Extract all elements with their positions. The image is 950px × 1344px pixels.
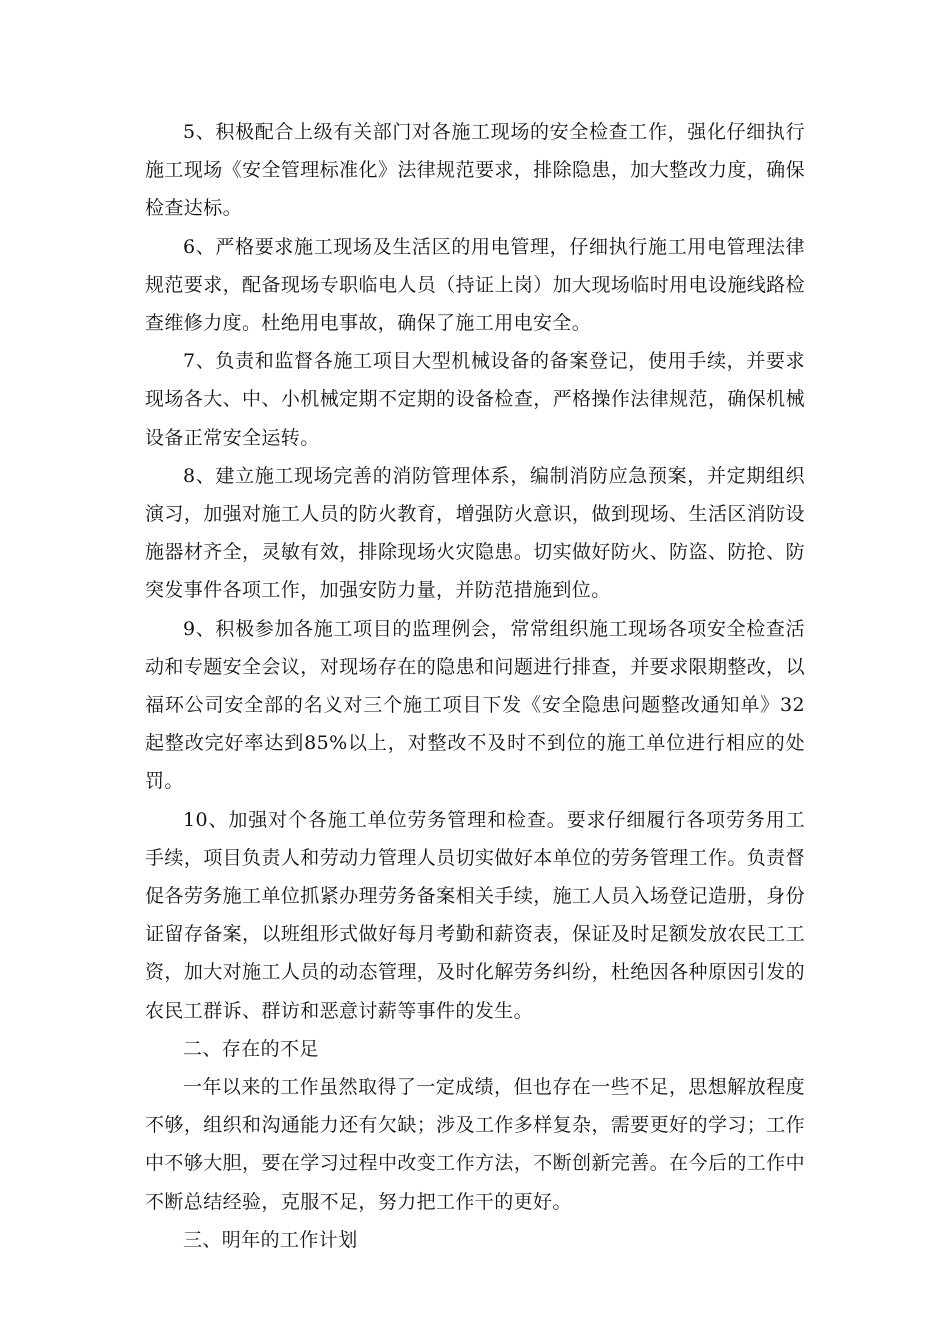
paragraph-item-7: 7、负责和监督各施工项目大型机械设备的备案登记，使用手续，并要求现场各大、中、小机械定期不定期的设备检查，严格操作法律规范，确保机械设备正常安全运转。 [145, 350, 805, 449]
paragraph-item-8: 8、建立施工现场完善的消防管理体系，编制消防应急预案，并定期组织演习，加强对施工人员的防火教育，增强防火意识，做到现场、生活区消防设施器材齐全，灵敏有效，排除现场火灾隐患。切实做好防火、防盗、防抢、防突发事件各项工作，加强安防力量，并防范措施到位。 [145, 464, 805, 602]
paragraph-item-10: 10、加强对个各施工单位劳务管理和检查。要求仔细履行各项劳务用工手续，项目负责人和劳动力管理人员切实做好本单位的劳务管理工作。负责督促各劳务施工单位抓紧办理劳务备案相关手续，施工人员入场登记造册，身份证留存备案，以班组形式做好每月考勤和薪资表，保证及时足额发放农民工工资，加大对施工人员的动态管理，及时化解劳务纠纷，杜绝因各种原因引发的农民工群诉、群访和恶意讨薪等事件的发生。 [145, 808, 805, 1022]
section-heading-shortcomings: 二、存在的不足 [183, 1037, 319, 1060]
paragraph-item-6: 6、严格要求施工现场及生活区的用电管理，仔细执行施工用电管理法律规范要求，配备现场专职临电人员（持证上岗）加大现场临时用电设施线路检查维修力度。杜绝用电事故，确保了施工用电安全。 [145, 235, 805, 335]
document-body [145, 113, 805, 1259]
paragraph-shortcomings: 一年以来的工作虽然取得了一定成绩，但也存在一些不足，思想解放程度不够，组织和沟通能力还有欠缺；涉及工作多样复杂，需要更好的学习；工作中不够大胆，要在学习过程中改变工作方法，不断创新完善。在今后的工作中不断总结经验，克服不足，努力把工作干的更好。 [145, 1076, 805, 1213]
paragraph-item-9: 9、积极参加各施工项目的监理例会，常常组织施工现场各项安全检查活动和专题安全会议，对现场存在的隐患和问题进行排查，并要求限期整改，以福环公司安全部的名义对三个施工项目下发《安全隐患问题整改通知单》32起整改完好率达到85%以上，对整改不及时不到位的施工单位进行相应的处罚。 [145, 617, 805, 793]
paragraph-item-5: 5、积极配合上级有关部门对各施工现场的安全检查工作，强化仔细执行施工现场《安全管理标准化》法律规范要求，排除隐患，加大整改力度，确保检查达标。 [145, 121, 805, 220]
section-heading-next-year-plan: 三、明年的工作计划 [183, 1228, 358, 1251]
